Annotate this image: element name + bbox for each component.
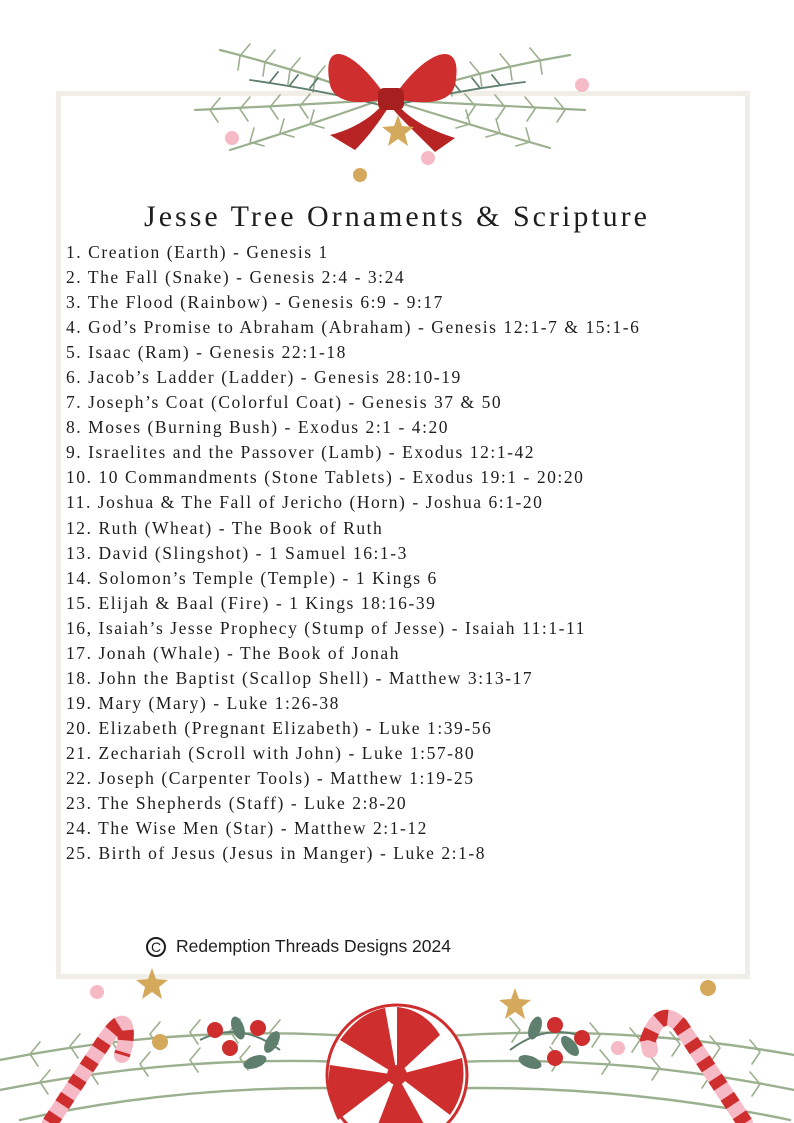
list-item: 3. The Flood (Rainbow) - Genesis 6:9 - 9:17 [66, 292, 444, 313]
list-item: 5. Isaac (Ram) - Genesis 22:1-18 [66, 342, 347, 363]
list-item: 22. Joseph (Carpenter Tools) - Matthew 1:19-25 [66, 767, 475, 788]
copyright-line [146, 936, 451, 957]
bottom-garland [0, 980, 794, 1123]
list-item: 13. David (Slingshot) - 1 Samuel 16:1-3 [66, 542, 408, 563]
list-item: 1. Creation (Earth) - Genesis 1 [66, 242, 329, 262]
list-item: 18. John the Baptist (Scallop Shell) - Matthew 3:13-17 [66, 667, 534, 688]
list-item: 15. Elijah & Baal (Fire) - 1 Kings 18:16-39 [66, 592, 437, 613]
list-item: 21. Zechariah (Scroll with John) - Luke 1:57-80 [66, 742, 476, 763]
list-item: 6. Jacob’s Ladder (Ladder) - Genesis 28:10-19 [66, 367, 462, 388]
list-item: 11. Joshua & The Fall of Jericho (Horn) - Joshua 6:1-20 [66, 492, 544, 513]
list-item: 14. Solomon’s Temple (Temple) - 1 Kings 6 [66, 567, 438, 588]
copyright-text: Redemption Threads Designs 2024 [176, 936, 451, 956]
list-item: 4. God’s Promise to Abraham (Abraham) - Genesis 12:1-7 & 15:1-6 [66, 317, 641, 338]
list-item: 19. Mary (Mary) - Luke 1:26-38 [66, 692, 340, 713]
copyright-icon: C [146, 937, 166, 957]
list-item: 10. 10 Commandments (Stone Tablets) - Exodus 19:1 - 20:20 [66, 467, 585, 488]
list-item: 23. The Shepherds (Staff) - Luke 2:8-20 [66, 793, 408, 814]
list-item: 25. Birth of Jesus (Jesus in Manger) - Luke 2:1-8 [66, 843, 487, 864]
list-item: 17. Jonah (Whale) - The Book of Jonah [66, 642, 401, 663]
page-title: Jesse Tree Ornaments & Scripture [144, 200, 650, 233]
list-item: 20. Elizabeth (Pregnant Elizabeth) - Luke 1:39-56 [66, 717, 493, 738]
list-item: 16, Isaiah’s Jesse Prophecy (Stump of Jesse) - Isaiah 11:1-11 [66, 617, 586, 638]
list-item: 24. The Wise Men (Star) - Matthew 2:1-12 [66, 818, 428, 839]
top-bow-garland [180, 30, 600, 190]
list-item: 2. The Fall (Snake) - Genesis 2:4 - 3:24 [66, 267, 406, 288]
list-item: 7. Joseph’s Coat (Colorful Coat) - Genesis 37 & 50 [66, 392, 503, 413]
list-item: 9. Israelites and the Passover (Lamb) - Exodus 12:1-42 [66, 442, 536, 463]
ornament-list [66, 240, 766, 866]
list-item: 8. Moses (Burning Bush) - Exodus 2:1 - 4:20 [66, 417, 450, 438]
list-item: 12. Ruth (Wheat) - The Book of Ruth [66, 517, 384, 538]
